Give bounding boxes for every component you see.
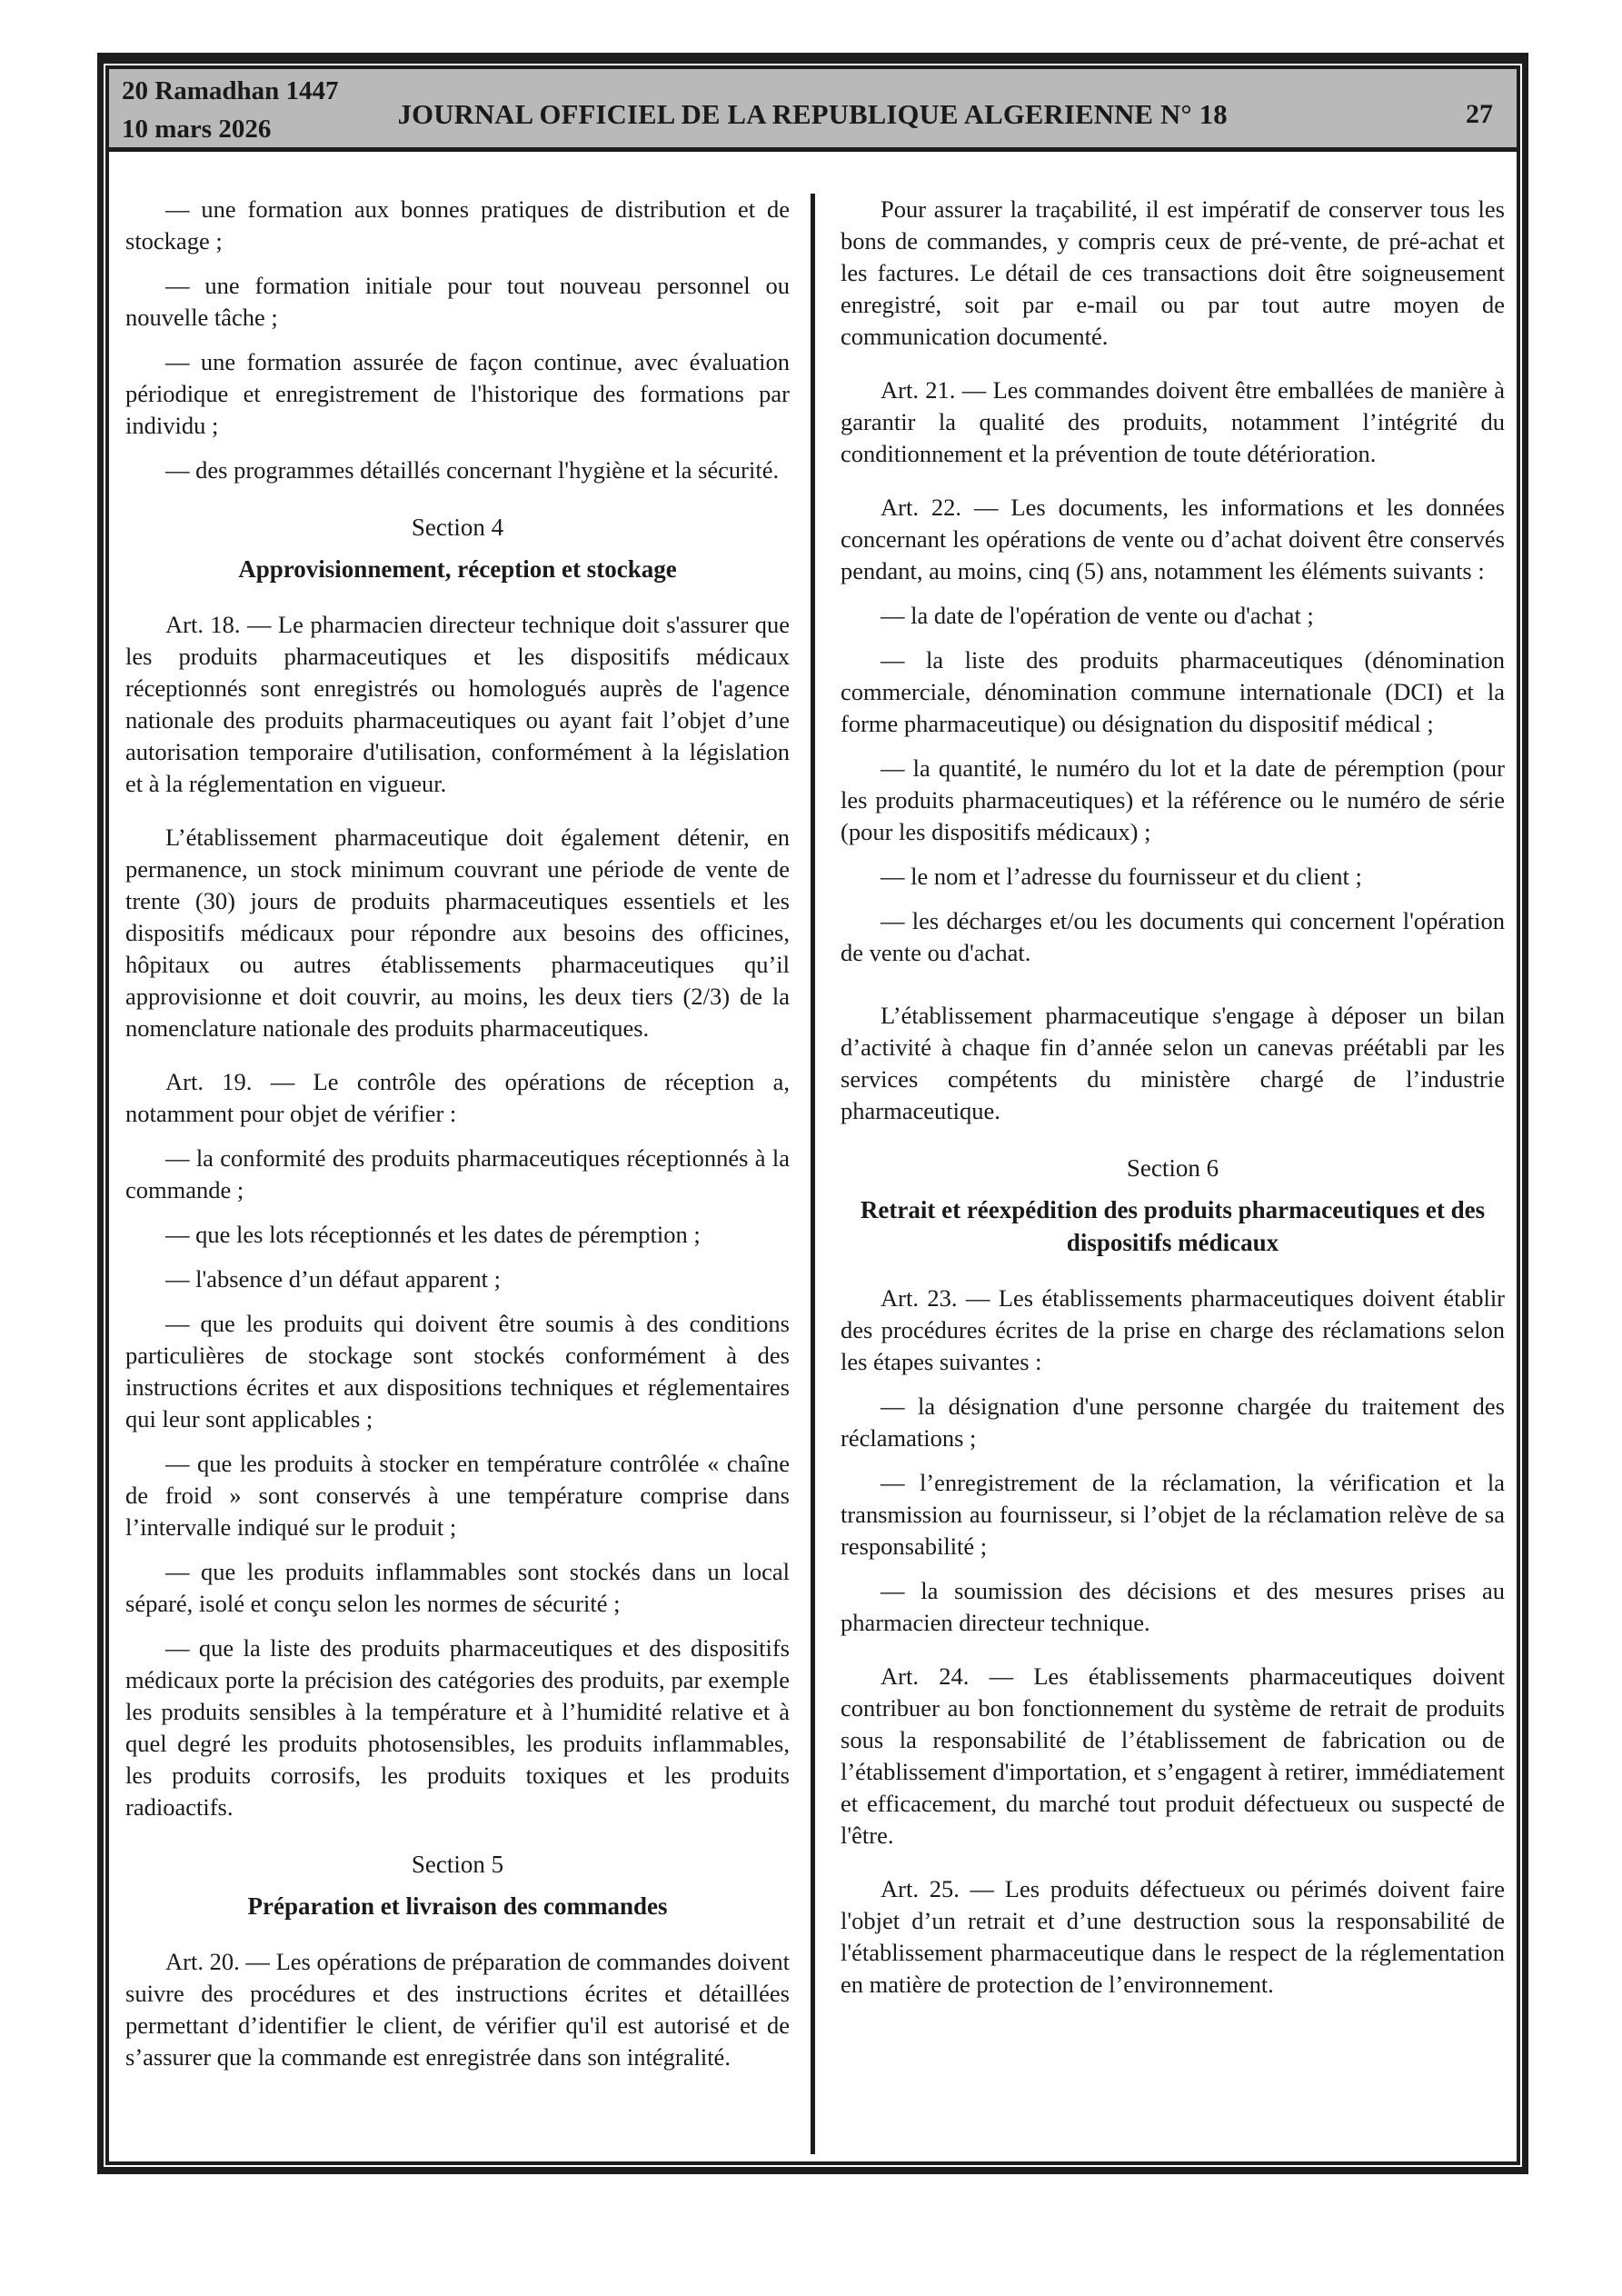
list-item: — une formation aux bonnes pratiques de distribution et de stockage ; [125,195,790,255]
list-item: — que la liste des produits pharmaceutiques et des dispositifs médicaux porte la précision des catégories des produits, par exemple les produits sensibles à la température et à l’humidité relative et à quel degré les produits photosensibles, les produits inflammables, les produits corrosifs, les produits toxiques et les produits radioactifs. [125,1634,790,1821]
section-label: Section 5 [411,1851,504,1878]
header-date-gregorian: 10 mars 2026 [122,115,272,144]
list-item: — que les produits inflammables sont stockés dans un local séparé, isolé et conçu selon les normes de sécurité ; [125,1558,790,1617]
list-item: — la quantité, le numéro du lot et la date de péremption (pour les produits pharmaceutiques) et la référence ou le numéro de série (pour les dispositifs médicaux) ; [841,754,1505,845]
section-label: Section 6 [1126,1154,1219,1182]
paragraph: L’établissement pharmaceutique s'engage à déposer un bilan d’activité à chaque fin d’année selon un canevas préétabli par les services compétents du ministère chargé de l’industrie pharmaceutique. [841,1002,1505,1124]
article-paragraph: Art. 18. — Le pharmacien directeur technique doit s'assurer que les produits pharmaceutiques et les dispositifs médicaux réceptionnés sont enregistrés ou homologués auprès de l'agence nationale des produits pharmaceutiques ou ayant fait l’objet d’une autorisation temporaire d'utilisation, conformément à la législation et à la réglementation en vigueur. [125,611,790,797]
list-item: — que les produits à stocker en température contrôlée « chaîne de froid » sont conservés à une température comprise dans l’intervalle indiqué sur le produit ; [125,1450,790,1541]
article-paragraph: Art. 22. — Les documents, les informations et les données concernant les opérations de vente ou d’achat doivent être conservés pendant, au moins, cinq (5) ans, notamment les éléments suivants : [841,494,1505,584]
list-item: — une formation initiale pour tout nouveau personnel ou nouvelle tâche ; [125,272,790,331]
list-item: — la soumission des décisions et des mesures prises au pharmacien directeur technique. [841,1577,1505,1636]
page-inner-frame [105,65,1520,2165]
list-item: — que les produits qui doivent être soumis à des conditions particulières de stockage sont stockés conformément à des instructions écrites et aux dispositions techniques et réglementaires qui leur sont applicables ; [125,1310,790,1433]
page-body [109,152,1517,2161]
page-header [109,69,1517,152]
section-title: Retrait et réexpédition des produits pharmaceutiques et des dispositifs médicaux [860,1196,1486,1256]
header-date-block [122,69,393,147]
column-divider-rule [811,194,815,2154]
article-paragraph: Art. 23. — Les établissements pharmaceutiques doivent établir des procédures écrites de la prise en charge des réclamations selon les étapes suivantes : [841,1284,1505,1375]
list-item: — que les lots réceptionnés et les dates de péremption ; [165,1221,701,1248]
column-left [109,152,809,2161]
header-date-hijri: 20 Ramadhan 1447 [122,76,339,105]
list-item: — la conformité des produits pharmaceutiques réceptionnés à la commande ; [125,1144,790,1203]
paragraph: Pour assurer la traçabilité, il est impératif de conserver tous les bons de commandes, y compris ceux de pré-vente, de pré-achat et les factures. Le détail de ces transactions doit être soigneusement enregistré, soit par e-mail ou par tout autre moyen de communication documenté. [841,195,1505,350]
section-title: Approvisionnement, réception et stockage [238,555,677,583]
list-item: — des programmes détaillés concernant l'hygiène et la sécurité. [165,456,780,484]
article-paragraph: Art. 20. — Les opérations de préparation de commandes doivent suivre des procédures et des instructions écrites et détaillées permettant d’identifier le client, de vérifier qu'il est autorisé et de s’assurer que la commande est enregistrée dans son intégralité. [125,1948,790,2071]
section-title: Préparation et livraison des commandes [247,1892,668,1920]
list-item: — le nom et l’adresse du fournisseur et du client ; [881,863,1362,890]
page-outer-frame [97,53,1528,2174]
journal-title: JOURNAL OFFICIEL DE LA REPUBLIQUE ALGERIENNE N° 18 [397,98,1228,130]
list-item: — les décharges et/ou les documents qui concernent l'opération de vente ou d'achat. [841,907,1505,966]
list-item: — une formation assurée de façon continue, avec évaluation périodique et enregistrement de l'historique des formations par individu ; [125,348,790,439]
list-item: — la liste des produits pharmaceutiques (dénomination commerciale, dénomination commune internationale (DCI) et la forme pharmaceutique) ou désignation du dispositif médical ; [841,646,1505,737]
article-paragraph: Art. 19. — Le contrôle des opérations de réception a, notamment pour objet de vérifier : [125,1068,790,1127]
list-item: — l'absence d’un défaut apparent ; [165,1265,501,1293]
paragraph: L’établissement pharmaceutique doit également détenir, en permanence, un stock minimum couvrant une période de vente de trente (30) jours de produits pharmaceutiques essentiels et les dispositifs médicaux pour répondre aux besoins des officines, hôpitaux ou autres établissements pharmaceutiques qu’il approvisionne et doit couvrir, au moins, les deux tiers (2/3) de la nomenclature nationale des produits pharmaceutiques. [125,824,790,1042]
list-item: — l’enregistrement de la réclamation, la vérification et la transmission au fournisseur, si l’objet de la réclamation relève de sa responsabilité ; [841,1469,1505,1560]
article-paragraph: Art. 24. — Les établissements pharmaceutiques doivent contribuer au bon fonctionnement du système de retrait de produits sous la responsabilité de l’établissement de fabrication ou de l’établissement d'importation, et s’engagent à retirer, immédiatement et efficacement, du marché tout produit défectueux ou suspecté de l'être. [841,1662,1505,1849]
list-item: — la date de l'opération de vente ou d'achat ; [881,602,1314,629]
article-paragraph: Art. 21. — Les commandes doivent être emballées de manière à garantir la qualité des produits, notamment l’intégrité du conditionnement et la prévention de toute détérioration. [841,376,1505,467]
list-item: — la désignation d'une personne chargée du traitement des réclamations ; [841,1393,1505,1452]
article-paragraph: Art. 25. — Les produits défectueux ou périmés doivent faire l'objet d’un retrait et d’une destruction sous la responsabilité de l'établissement pharmaceutique dans le respect de la réglementation en matière de protection de l’environnement. [841,1875,1505,1998]
column-right [809,152,1517,2161]
page-number: 27 [1466,99,1493,129]
section-label: Section 4 [411,514,504,541]
